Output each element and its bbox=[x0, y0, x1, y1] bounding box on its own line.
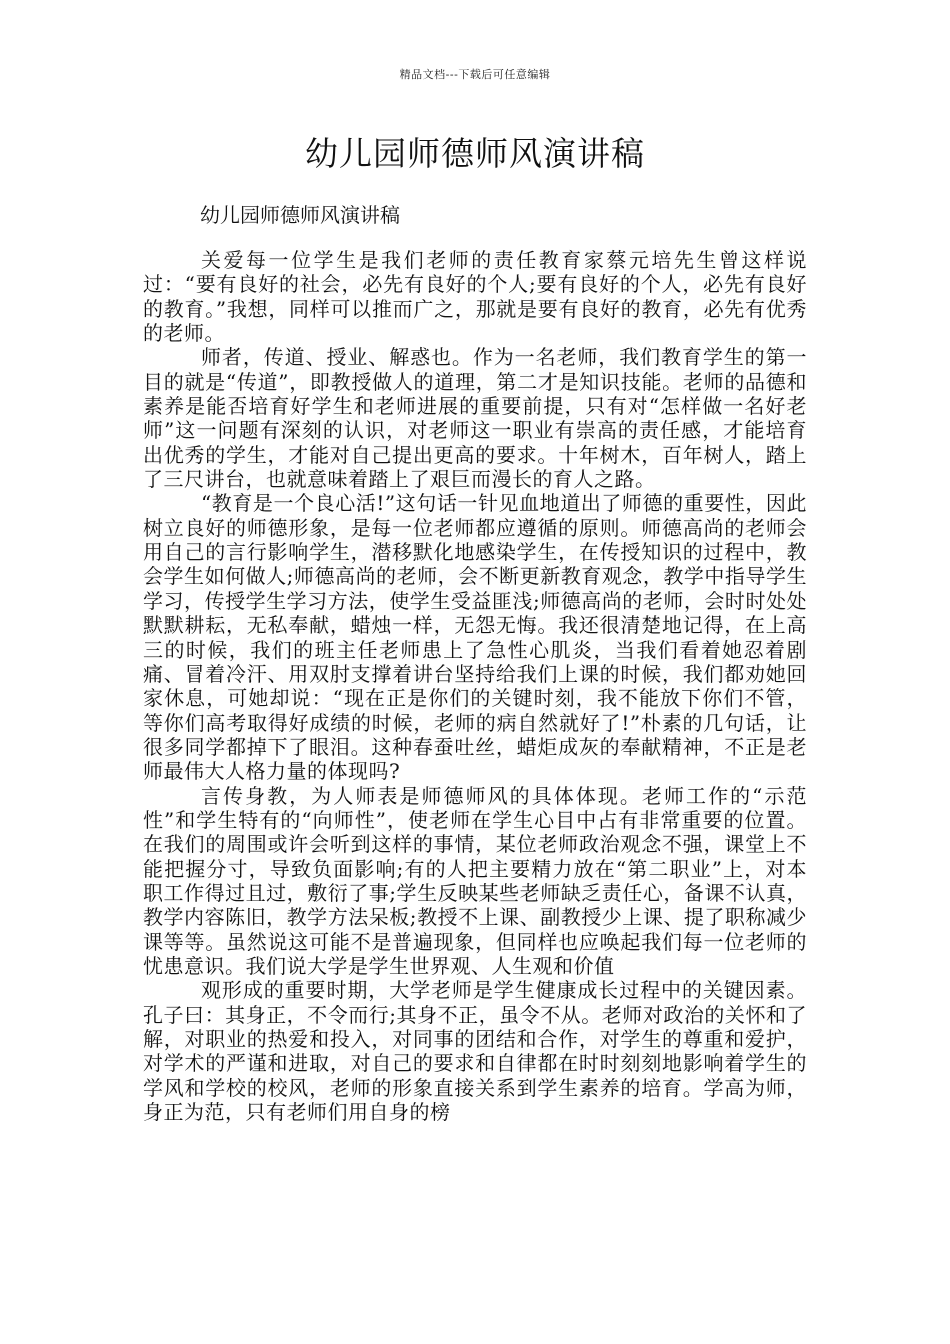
document-subtitle: 幼儿园师德师风演讲稿 bbox=[200, 203, 400, 227]
document-title: 幼儿园师德师风演讲稿 bbox=[305, 134, 645, 173]
paragraph-1: 关爱每一位学生是我们老师的责任教育家蔡元培先生曾这样说过：“要有良好的社会，必先有良好的个人;要有良好的个人，必先有良好的教育。”我想，同样可以推而广之，那就是要有良好的教育，必先有优秀的老师。 bbox=[143, 248, 807, 346]
paragraph-3: “教育是一个良心活!”这句话一针见血地道出了师德的重要性，因此树立良好的师德形象，是每一位老师都应遵循的原则。师德高尚的老师会用自己的言行影响学生，潜移默化地感染学生，在传授知识的过程中，教会学生如何做人;师德高尚的老师，会不断更新教育观念，教学中指导学生学习，传授学生学习方法，使学生受益匪浅;师德高尚的老师，会时时处处默默耕耘，无私奉献，蜡烛一样，无怨无悔。我还很清楚地记得，在上高三的时候，我们的班主任老师患上了急性心肌炎，当我们看着她忍着剧痛、冒着冷汗、用双肘支撑着讲台坚持给我们上课的时候，我们都劝她回家休息，可她却说：“现在正是你们的关键时刻，我不能放下你们不管，等你们高考取得好成绩的时候，老师的病自然就好了!”朴素的几句话，让很多同学都掉下了眼泪。这种春蚕吐丝，蜡炬成灰的奉献精神，不正是老师最伟大人格力量的体现吗? bbox=[143, 491, 807, 784]
header-note: 精品文档---下载后可任意编辑 bbox=[399, 68, 551, 81]
paragraph-2: 师者，传道、授业、解惑也。作为一名老师，我们教育学生的第一目的就是“传道”，即教授做人的道理，第二才是知识技能。老师的品德和素养是能否培育好学生和老师进展的重要前提，只有对“怎样做一名好老师”这一问题有深刻的认识，对老师这一职业有崇高的责任感，才能培育出优秀的学生，才能对自己提出更高的要求。十年树木，百年树人，踏上了三尺讲台，也就意味着踏上了艰巨而漫长的育人之路。 bbox=[143, 345, 807, 492]
paragraph-4: 言传身教，为人师表是师德师风的具体体现。老师工作的“示范性”和学生特有的“向师性”，使老师在学生心目中占有非常重要的位置。在我们的周围或许会听到这样的事情，某位老师政治观念不强，课堂上不能把握分寸，导致负面影响;有的人把主要精力放在“第二职业”上，对本职工作得过且过，敷衍了事;学生反映某些老师缺乏责任心，备课不认真，教学内容陈旧，教学方法呆板;教授不上课、副教授少上课、提了职称减少课等等。虽然说这可能不是普遍现象，但同样也应唤起我们每一位老师的忧患意识。我们说大学是学生世界观、人生观和价值 bbox=[143, 783, 807, 978]
body-text bbox=[143, 248, 807, 1124]
paragraph-5: 观形成的重要时期，大学老师是学生健康成长过程中的关键因素。孔子曰：其身正，不令而行;其身不正，虽令不从。老师对政治的关怀和了解，对职业的热爱和投入，对同事的团结和合作，对学生的尊重和爱护，对学术的严谨和进取，对自己的要求和自律都在时时刻刻地影响着学生的学风和学校的校风，老师的形象直接关系到学生素养的培育。学高为师，身正为范，只有老师们用自身的榜 bbox=[143, 978, 807, 1125]
